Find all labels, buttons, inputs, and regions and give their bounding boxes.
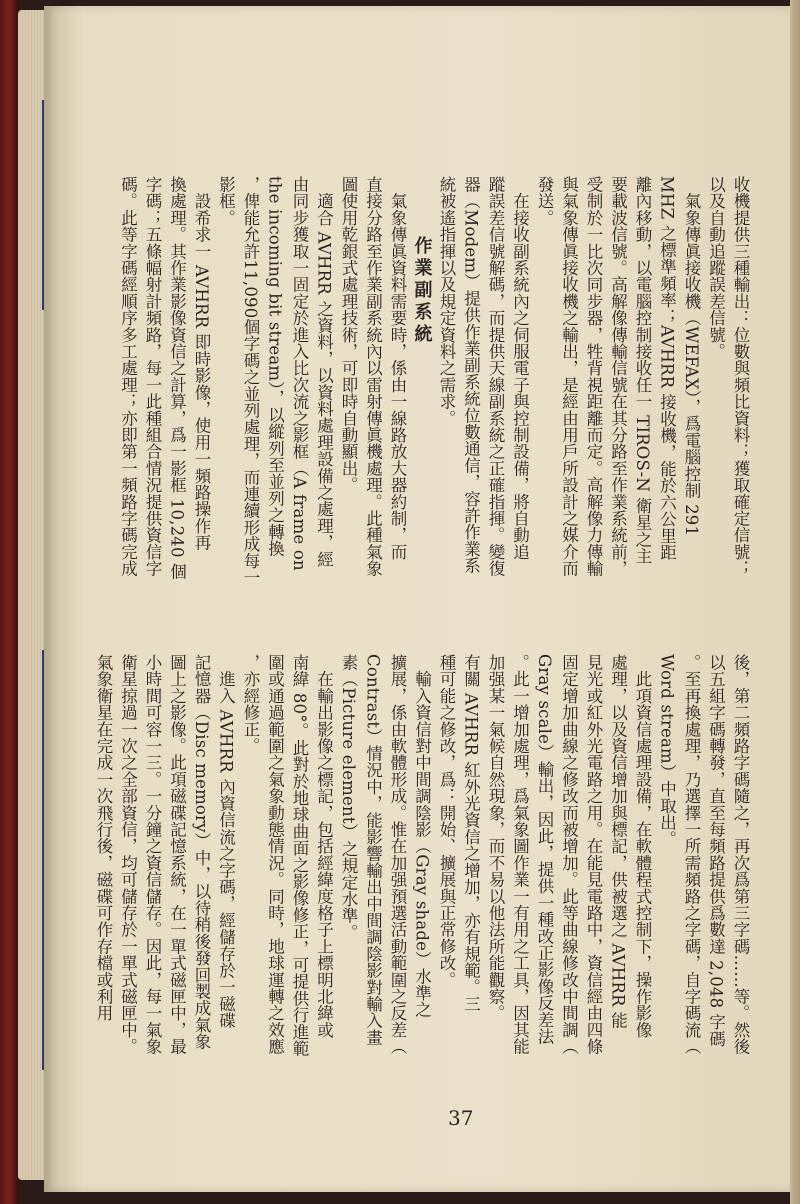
text-line: 發送。	[535, 176, 554, 227]
text-line: 在接收副系統內之伺服電子與控制設備，將自動追	[510, 176, 530, 561]
text-line: 碼。此等字碼經順序多工處理；亦即第一頻路字碼完成	[118, 176, 138, 577]
text-line: 記憶器（Disc memory）中，以待稍後發回製成氣象	[192, 654, 211, 1050]
text-line: ，亦經修正。	[241, 654, 260, 755]
text-line: 。至再換處理，乃選擇一所需頻路之字碼，自字碼流（	[682, 654, 701, 1055]
text-line: 與氣象傳眞接收機之輸出，是經由用戶所設計之媒介而	[559, 176, 579, 577]
text-line: 換處理。其作業影像資信之計算，爲一影框 10,240 個	[167, 176, 187, 580]
text-line: 小時間可容一三。一分鐘之資信儲存。因此，每一氣象	[143, 654, 162, 1055]
text-line: 氣象傳眞資料需要時，係由一線路放大器約制，而	[388, 176, 407, 561]
text-line: 圖使用乾銀式處理技術，可即時自動顯出。	[339, 176, 358, 494]
text-line: 輸入資信對中間調陰影（Gray shade）水準之	[412, 654, 432, 1018]
text-line: 器（Modem）提供作業副系統位數通信，容許作業系	[461, 176, 481, 574]
text-line: 擴展，係由軟體形成。惟在加强預選活動範圍之反差（	[388, 654, 407, 1055]
text-column-top	[115, 176, 752, 646]
text-line: Gray scale）輸出，因此，提供一種改正影像反差法	[535, 654, 554, 1045]
text-line: 以及自動追蹤誤差信號。	[706, 176, 726, 360]
page-right-edge	[790, 0, 800, 1204]
text-line: 在輸出影像之標記，包括經緯度格子上標明北緯或	[314, 654, 334, 1039]
text-line: 設希求一 AVHRR 即時影像，使用一頻路操作再	[192, 176, 211, 551]
text-line: 適合 AVHRR 之資料，以資料處理設備之處理，經	[314, 176, 334, 568]
page-number: 37	[448, 1106, 474, 1130]
text-line: 離內移動，以電腦控制接收任一 TIROS-N 衛星之主	[633, 176, 652, 565]
text-column-bottom	[91, 654, 753, 1074]
text-line: 見光或紅外光電路之用。在能見電路中，資信經由四條	[584, 654, 603, 1055]
text-line: 圖上之影像。此項磁碟記憶系統，在一單式磁匣中，最	[167, 654, 187, 1055]
text-line: 直接分路至作業副系統內以雷射傳眞機處理。此種氣象	[363, 176, 383, 577]
text-line: 加强某一氣候自然現象，而不易以他法所能觀察。	[486, 654, 505, 1022]
text-line: 種可能之修改，爲：開始、擴展與正常修改。	[437, 654, 456, 988]
text-line: 要載波信號。高解像傳輸信號在其分路至作業系統前，	[608, 176, 628, 577]
text-line: Word stream）中取出。	[657, 654, 677, 848]
text-line: 有關 AVHRR 紅外光資信之增加，亦有規範。三	[461, 654, 481, 1013]
text-line: 氣象傳眞接收機（WEFAX），爲電腦控制 291	[682, 176, 701, 537]
text-line: 進入 AVHRR 內資信流之字碼，經儲存於一磁碟	[216, 654, 236, 1029]
text-line: 後，第二頻路字碼隨之，再次爲第三字碼……等。然後	[731, 654, 750, 1055]
text-line: 統被遙指揮以及規定資料之需求。	[437, 176, 456, 427]
text-line: 蹤誤差信號解碼，而提供天線副系統之正確指揮。變復	[486, 176, 505, 577]
text-line: 影框。	[216, 176, 236, 227]
text-line: 受制於一比次同步器，牲背視距離而定。高解像力傳輸	[584, 176, 603, 577]
text-line: 南緯 80°。此對於地球曲面之影像修正，可提供行進範	[290, 654, 309, 1057]
text-line: 素（Picture element）之規定水準。	[339, 654, 358, 941]
text-line: 以五組字碼轉發，直至每頻路提供爲數達 2,048 字碼	[706, 654, 726, 1048]
text-line: MHZ 之標準頻率；AVHRR 接收機，能於六公里距	[657, 176, 677, 561]
text-line: 此項資信處理設備，在軟體程式控制下，操作影像	[633, 654, 652, 1039]
text-line: 處理，以及資信增加與標記，供被選之 AVHRR 能	[608, 654, 628, 1029]
text-line: 字碼；五條幅射計頻路，每一此種組合情況提供資信字	[143, 176, 162, 577]
text-line: Contrast）情況中，能影響輸出中間調陰影對輸入畫	[363, 654, 383, 1046]
text-line: 收機提供三種輸出：位數與頻比資料；獲取確定信號；	[731, 176, 750, 577]
text-line: 衛星掠過一次之全部資信，均可儲存於一單式磁匣中。	[118, 654, 138, 1055]
text-line: 圍或通過範圍之氣象動態情況。同時，地球運轉之效應	[265, 654, 285, 1055]
section-heading: 作業副系統	[411, 236, 433, 346]
text-line: 。此一增加處理，爲氣象圖作業一有用之工具，因其能	[510, 654, 530, 1055]
text-line: 氣象衛星在完成一次飛行後，磁碟可作存檔或利用	[94, 654, 113, 1022]
text-line: 由同步獲取一固定於進入比次流之影框（A frame on	[290, 176, 309, 571]
text-line: 固定增加曲線之修改而被增加。此等曲線修改中間調（	[559, 654, 579, 1055]
text-line: ，俾能允許11,090個字碼之並列處理，而連續形成每一	[241, 176, 260, 586]
text-line: the incoming bit stream），以縱列至並列之轉換	[265, 176, 285, 557]
book-page	[44, 6, 792, 1192]
